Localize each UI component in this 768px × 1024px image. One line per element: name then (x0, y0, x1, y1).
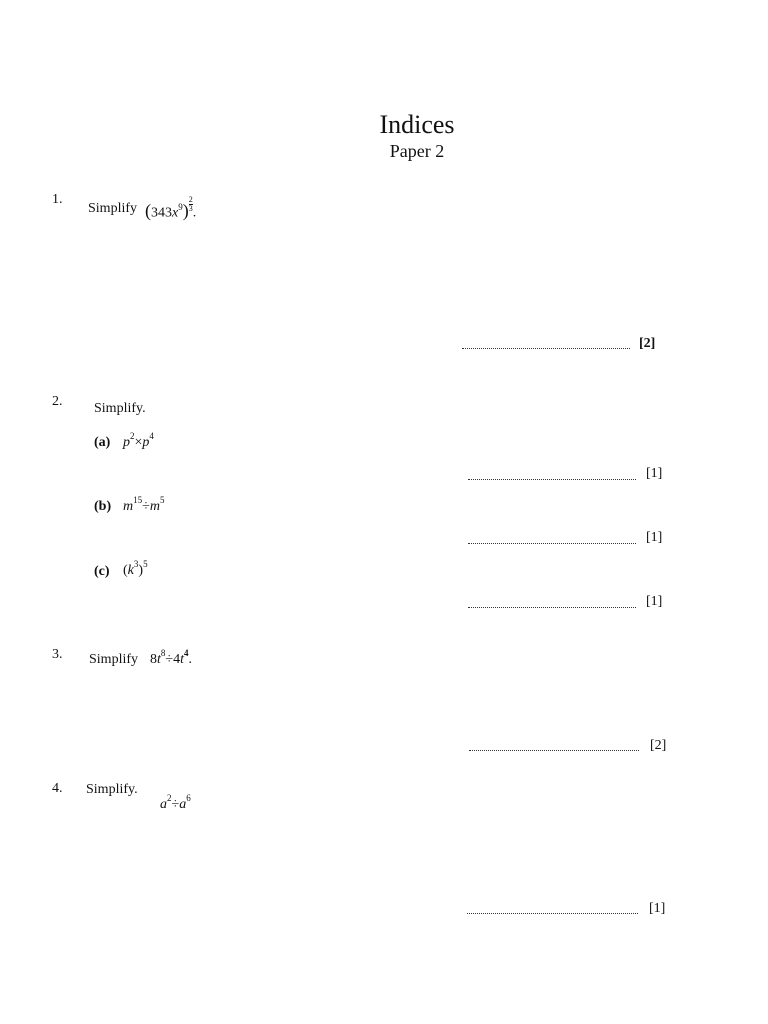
2c-inner-exp: 3 (133, 559, 139, 569)
2b-exp-a: 15 (133, 495, 143, 505)
q3-var-a: t (157, 652, 161, 667)
2a-var-a: p (123, 435, 130, 450)
q4-exp-b: 6 (186, 793, 191, 803)
answer-line-q3[interactable] (469, 749, 639, 751)
2b-operator: ÷ (142, 499, 150, 514)
part-label-2c: (c) (94, 564, 110, 579)
2c-variable: k (127, 563, 134, 578)
marks-q1: [2] (639, 336, 656, 351)
question-3-number: 3. (52, 647, 63, 662)
q4-operator: ÷ (171, 797, 180, 812)
q1-suffix: . (192, 205, 197, 221)
question-4-expression (160, 793, 191, 813)
question-4-prompt: Simplify. (86, 782, 138, 797)
q3-coef-b: 4 (173, 652, 181, 667)
2b-var-a: m (123, 499, 134, 514)
2b-exp-b: 5 (159, 495, 165, 505)
2a-exp-a: 2 (130, 431, 135, 441)
question-4-number: 4. (52, 781, 63, 796)
2c-outer-exp: 5 (143, 559, 148, 569)
q3-suffix: . (188, 652, 192, 667)
q1-variable: x (172, 205, 179, 221)
q3-exp-a: 8 (160, 648, 166, 658)
q1-coefficient: 343 (151, 205, 172, 221)
question-2-number: 2. (52, 394, 63, 409)
page-title: Indices (379, 110, 455, 139)
question-1-prompt: Simplify (88, 201, 138, 216)
question-1-expression: $(343x^9)$ $\frac{2}{3}$ . (145, 195, 197, 221)
part-label-2b: (b) (94, 499, 112, 514)
q3-coef-a: 8 (150, 652, 157, 667)
marks-2a: [1] (646, 466, 663, 481)
answer-line-q4[interactable] (467, 912, 638, 914)
marks-2c: [1] (646, 594, 663, 609)
question-2-prompt: Simplify. (94, 401, 146, 416)
answer-line-2c[interactable] (468, 606, 636, 608)
q1-frac-numerator: 2 (188, 195, 193, 204)
expression-2b (123, 495, 165, 515)
marks-2b: [1] (646, 530, 663, 545)
answer-line-2b[interactable] (468, 542, 636, 544)
expression-2c: $(k^3)^5$ (123, 559, 148, 578)
q3-operator: ÷ (165, 652, 174, 667)
question-3-prompt: Simplify (89, 652, 139, 667)
question-1-number: 1. (52, 192, 63, 207)
expression-2a (123, 431, 154, 451)
page-subtitle: Paper 2 (389, 141, 445, 161)
q4-var-b: a (179, 797, 187, 812)
part-label-2a: (a) (94, 435, 111, 450)
question-3-expression (150, 648, 192, 668)
2a-operator: × (134, 435, 143, 450)
2a-exp-b: 4 (149, 431, 154, 441)
marks-q4: [1] (649, 901, 666, 916)
q1-frac-denominator: 3 (188, 204, 193, 213)
answer-line-2a[interactable] (468, 478, 636, 480)
q3-var-b: t (180, 652, 184, 667)
q3-exp-b: 4 (183, 648, 189, 658)
2b-var-b: m (149, 499, 160, 514)
answer-line-q1[interactable] (462, 347, 630, 349)
q4-var-a: a (160, 797, 167, 812)
2a-var-b: p (142, 435, 150, 450)
q4-exp-a: 2 (167, 793, 172, 803)
marks-q3: [2] (650, 738, 667, 753)
q1-inner-exponent: 9 (178, 201, 183, 212)
